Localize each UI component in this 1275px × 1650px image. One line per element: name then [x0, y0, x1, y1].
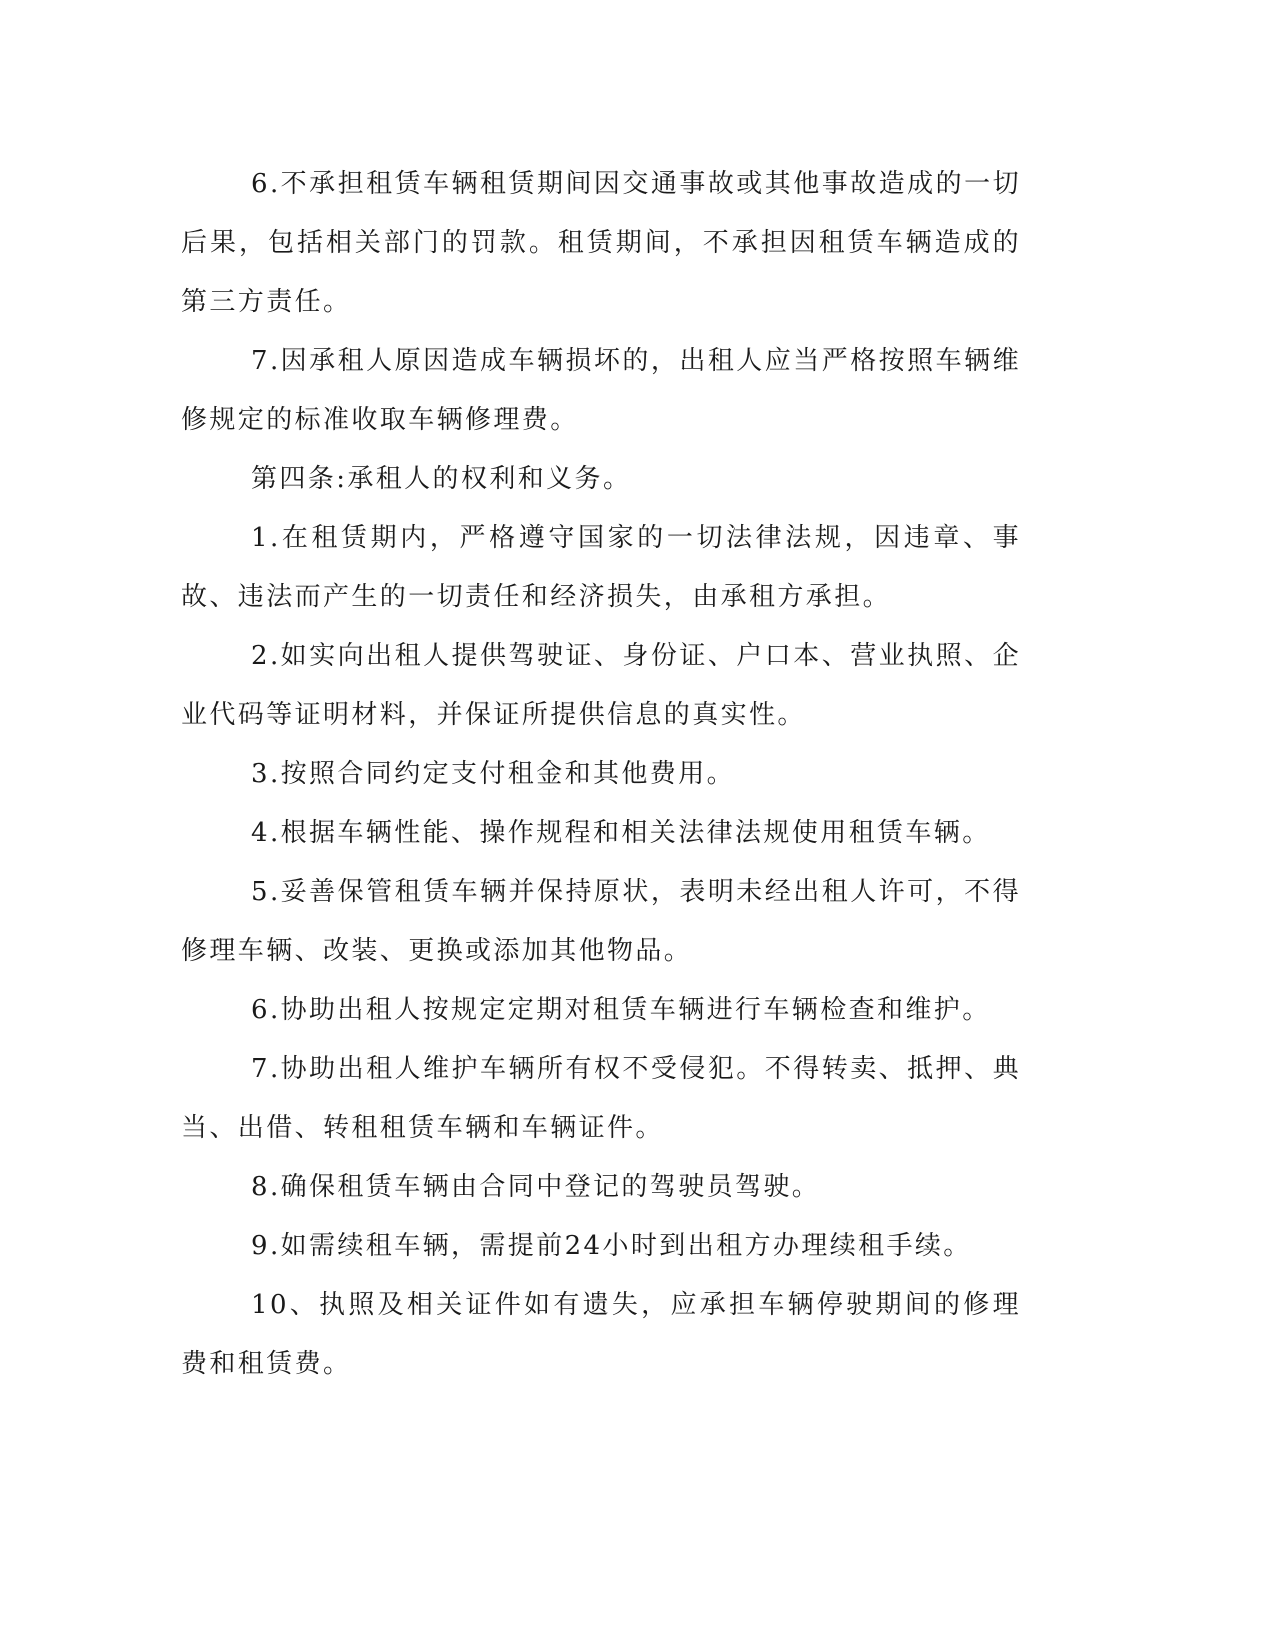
paragraph-lessee-item-10: 10、执照及相关证件如有遗失，应承担车辆停驶期间的修理费和租赁费。: [181, 1290, 1021, 1379]
paragraph-lessee-item-7: 7.协助出租人维护车辆所有权不受侵犯。不得转卖、抵押、典当、出借、转租租赁车辆和车辆证件。: [181, 1054, 1021, 1143]
paragraph-lessee-item-3: 3.按照合同约定支付租金和其他费用。: [251, 759, 736, 789]
section-heading-article-4: 第四条:承租人的权利和义务。: [251, 464, 632, 494]
paragraph-lessee-item-6: 6.协助出租人按规定定期对租赁车辆进行车辆检查和维护。: [251, 995, 991, 1025]
paragraph-lessee-item-8: 8.确保租赁车辆由合同中登记的驾驶员驾驶。: [251, 1172, 821, 1202]
paragraph-lessor-item-7: 7.因承租人原因造成车辆损坏的，出租人应当严格按照车辆维修规定的标准收取车辆修理费。: [181, 346, 1021, 435]
paragraph-lessee-item-1: 1.在租赁期内，严格遵守国家的一切法律法规，因违章、事故、违法而产生的一切责任和经济损失，由承租方承担。: [181, 523, 1021, 612]
document-body: [181, 155, 1021, 1394]
paragraph-lessee-item-4: 4.根据车辆性能、操作规程和相关法律法规使用租赁车辆。: [251, 818, 991, 848]
paragraph-lessee-item-9: 9.如需续租车辆，需提前24小时到出租方办理续租手续。: [251, 1231, 972, 1261]
paragraph-lessee-item-2: 2.如实向出租人提供驾驶证、身份证、户口本、营业执照、企业代码等证明材料，并保证所提供信息的真实性。: [181, 641, 1021, 730]
paragraph-lessee-item-5: 5.妥善保管租赁车辆并保持原状，表明未经出租人许可，不得修理车辆、改装、更换或添加其他物品。: [181, 877, 1021, 966]
paragraph-lessor-item-6: 6.不承担租赁车辆租赁期间因交通事故或其他事故造成的一切后果，包括相关部门的罚款。租赁期间，不承担因租赁车辆造成的第三方责任。: [181, 169, 1021, 317]
